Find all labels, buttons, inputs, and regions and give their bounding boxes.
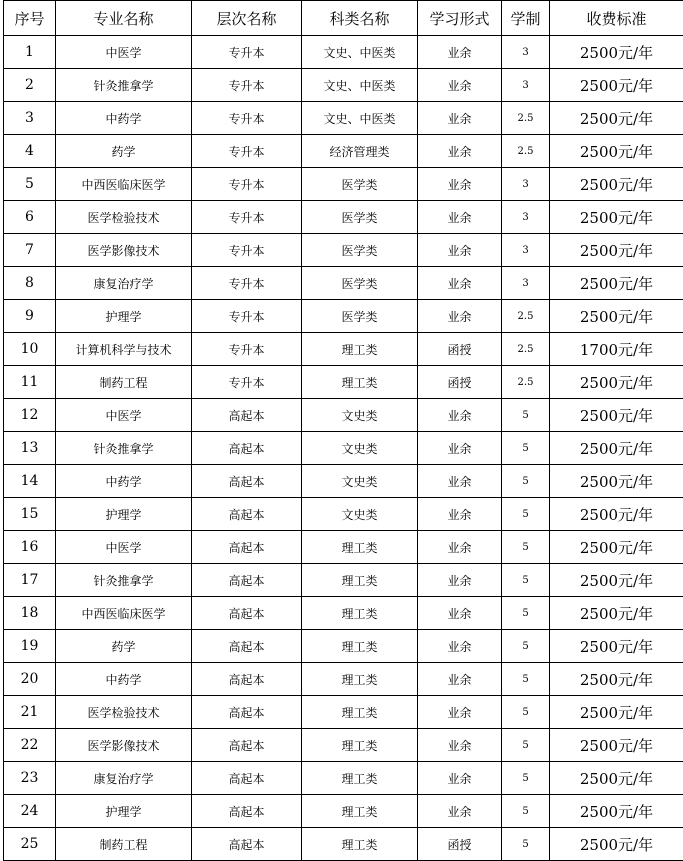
cell-fee: 2500元/年 xyxy=(550,36,683,69)
cell-index: 4 xyxy=(4,135,56,168)
cell-major: 康复治疗学 xyxy=(56,267,192,300)
cell-duration: 2.5 xyxy=(502,102,550,135)
cell-category: 医学类 xyxy=(302,267,418,300)
table-row xyxy=(4,267,683,300)
cell-study-form: 业余 xyxy=(418,795,502,828)
cell-study-form: 业余 xyxy=(418,234,502,267)
cell-major: 护理学 xyxy=(56,498,192,531)
cell-category: 理工类 xyxy=(302,828,418,861)
cell-fee: 2500元/年 xyxy=(550,498,683,531)
cell-study-form: 函授 xyxy=(418,366,502,399)
cell-study-form: 函授 xyxy=(418,333,502,366)
cell-fee: 2500元/年 xyxy=(550,267,683,300)
cell-duration: 5 xyxy=(502,465,550,498)
header-index: 序号 xyxy=(4,1,56,36)
cell-study-form: 业余 xyxy=(418,630,502,663)
cell-duration: 5 xyxy=(502,762,550,795)
table-row xyxy=(4,36,683,69)
cell-category: 文史类 xyxy=(302,465,418,498)
table-row xyxy=(4,399,683,432)
table-row xyxy=(4,630,683,663)
cell-major: 针灸推拿学 xyxy=(56,432,192,465)
cell-duration: 2.5 xyxy=(502,300,550,333)
cell-category: 理工类 xyxy=(302,795,418,828)
table-row xyxy=(4,102,683,135)
cell-fee: 2500元/年 xyxy=(550,531,683,564)
cell-fee: 2500元/年 xyxy=(550,729,683,762)
cell-major: 中西医临床医学 xyxy=(56,168,192,201)
cell-major: 中药学 xyxy=(56,663,192,696)
cell-level: 高起本 xyxy=(192,762,302,795)
cell-major: 中医学 xyxy=(56,399,192,432)
cell-major: 医学检验技术 xyxy=(56,201,192,234)
cell-level: 专升本 xyxy=(192,69,302,102)
cell-study-form: 业余 xyxy=(418,762,502,795)
cell-index: 11 xyxy=(4,366,56,399)
cell-study-form: 业余 xyxy=(418,36,502,69)
header-row xyxy=(4,1,683,36)
cell-study-form: 业余 xyxy=(418,465,502,498)
cell-index: 13 xyxy=(4,432,56,465)
cell-index: 8 xyxy=(4,267,56,300)
cell-fee: 2500元/年 xyxy=(550,795,683,828)
cell-fee: 2500元/年 xyxy=(550,300,683,333)
cell-level: 高起本 xyxy=(192,795,302,828)
table-row xyxy=(4,762,683,795)
cell-level: 高起本 xyxy=(192,498,302,531)
cell-fee: 2500元/年 xyxy=(550,762,683,795)
cell-duration: 5 xyxy=(502,729,550,762)
cell-study-form: 业余 xyxy=(418,69,502,102)
cell-fee: 2500元/年 xyxy=(550,465,683,498)
cell-level: 高起本 xyxy=(192,597,302,630)
cell-category: 理工类 xyxy=(302,762,418,795)
table-row xyxy=(4,300,683,333)
table-row xyxy=(4,729,683,762)
cell-duration: 5 xyxy=(502,630,550,663)
cell-duration: 3 xyxy=(502,69,550,102)
cell-duration: 2.5 xyxy=(502,333,550,366)
cell-index: 3 xyxy=(4,102,56,135)
cell-index: 7 xyxy=(4,234,56,267)
cell-major: 医学检验技术 xyxy=(56,696,192,729)
cell-major: 中药学 xyxy=(56,102,192,135)
cell-duration: 2.5 xyxy=(502,366,550,399)
cell-study-form: 业余 xyxy=(418,102,502,135)
cell-duration: 5 xyxy=(502,795,550,828)
cell-index: 10 xyxy=(4,333,56,366)
cell-major: 制药工程 xyxy=(56,366,192,399)
cell-index: 2 xyxy=(4,69,56,102)
cell-category: 理工类 xyxy=(302,564,418,597)
cell-major: 针灸推拿学 xyxy=(56,69,192,102)
header-study-form: 学习形式 xyxy=(418,1,502,36)
table-row xyxy=(4,135,683,168)
cell-category: 文史、中医类 xyxy=(302,36,418,69)
cell-fee: 2500元/年 xyxy=(550,828,683,861)
table-row xyxy=(4,828,683,861)
cell-index: 6 xyxy=(4,201,56,234)
cell-level: 高起本 xyxy=(192,432,302,465)
cell-level: 高起本 xyxy=(192,828,302,861)
cell-major: 制药工程 xyxy=(56,828,192,861)
cell-fee: 2500元/年 xyxy=(550,597,683,630)
cell-study-form: 业余 xyxy=(418,564,502,597)
cell-category: 理工类 xyxy=(302,630,418,663)
cell-duration: 5 xyxy=(502,399,550,432)
cell-fee: 2500元/年 xyxy=(550,564,683,597)
cell-major: 护理学 xyxy=(56,795,192,828)
cell-index: 23 xyxy=(4,762,56,795)
cell-level: 高起本 xyxy=(192,696,302,729)
cell-category: 理工类 xyxy=(302,366,418,399)
table-row xyxy=(4,564,683,597)
cell-level: 高起本 xyxy=(192,465,302,498)
cell-major: 医学影像技术 xyxy=(56,234,192,267)
cell-duration: 5 xyxy=(502,828,550,861)
cell-major: 康复治疗学 xyxy=(56,762,192,795)
cell-fee: 2500元/年 xyxy=(550,69,683,102)
cell-fee: 2500元/年 xyxy=(550,102,683,135)
cell-duration: 3 xyxy=(502,201,550,234)
cell-major: 中药学 xyxy=(56,465,192,498)
cell-fee: 2500元/年 xyxy=(550,135,683,168)
cell-study-form: 业余 xyxy=(418,531,502,564)
cell-index: 5 xyxy=(4,168,56,201)
cell-level: 专升本 xyxy=(192,234,302,267)
cell-fee: 2500元/年 xyxy=(550,234,683,267)
cell-duration: 3 xyxy=(502,36,550,69)
cell-category: 理工类 xyxy=(302,663,418,696)
cell-category: 文史类 xyxy=(302,432,418,465)
table-body xyxy=(4,36,683,861)
cell-category: 医学类 xyxy=(302,168,418,201)
cell-category: 文史类 xyxy=(302,399,418,432)
cell-index: 14 xyxy=(4,465,56,498)
cell-duration: 5 xyxy=(502,663,550,696)
cell-index: 9 xyxy=(4,300,56,333)
cell-index: 17 xyxy=(4,564,56,597)
cell-duration: 3 xyxy=(502,267,550,300)
cell-level: 专升本 xyxy=(192,201,302,234)
table-row xyxy=(4,498,683,531)
cell-index: 21 xyxy=(4,696,56,729)
cell-index: 24 xyxy=(4,795,56,828)
cell-index: 25 xyxy=(4,828,56,861)
cell-category: 文史、中医类 xyxy=(302,102,418,135)
cell-duration: 5 xyxy=(502,597,550,630)
cell-category: 医学类 xyxy=(302,234,418,267)
cell-category: 文史类 xyxy=(302,498,418,531)
cell-major: 中西医临床医学 xyxy=(56,597,192,630)
cell-major: 药学 xyxy=(56,135,192,168)
cell-level: 专升本 xyxy=(192,366,302,399)
table-row xyxy=(4,663,683,696)
header-duration: 学制 xyxy=(502,1,550,36)
cell-level: 高起本 xyxy=(192,729,302,762)
cell-duration: 5 xyxy=(502,498,550,531)
cell-fee: 1700元/年 xyxy=(550,333,683,366)
cell-level: 高起本 xyxy=(192,630,302,663)
cell-index: 16 xyxy=(4,531,56,564)
cell-study-form: 业余 xyxy=(418,399,502,432)
cell-fee: 2500元/年 xyxy=(550,630,683,663)
cell-major: 中医学 xyxy=(56,36,192,69)
header-category: 科类名称 xyxy=(302,1,418,36)
header-fee: 收费标准 xyxy=(550,1,683,36)
cell-fee: 2500元/年 xyxy=(550,663,683,696)
cell-level: 高起本 xyxy=(192,564,302,597)
cell-study-form: 业余 xyxy=(418,300,502,333)
table-row xyxy=(4,432,683,465)
cell-level: 专升本 xyxy=(192,36,302,69)
cell-duration: 3 xyxy=(502,168,550,201)
cell-major: 医学影像技术 xyxy=(56,729,192,762)
cell-major: 护理学 xyxy=(56,300,192,333)
cell-study-form: 业余 xyxy=(418,696,502,729)
cell-fee: 2500元/年 xyxy=(550,366,683,399)
cell-category: 理工类 xyxy=(302,696,418,729)
cell-level: 高起本 xyxy=(192,531,302,564)
cell-level: 专升本 xyxy=(192,267,302,300)
cell-duration: 5 xyxy=(502,432,550,465)
cell-index: 12 xyxy=(4,399,56,432)
cell-index: 22 xyxy=(4,729,56,762)
cell-category: 医学类 xyxy=(302,201,418,234)
table-row xyxy=(4,168,683,201)
cell-level: 高起本 xyxy=(192,663,302,696)
cell-category: 理工类 xyxy=(302,531,418,564)
cell-study-form: 业余 xyxy=(418,168,502,201)
cell-category: 医学类 xyxy=(302,300,418,333)
cell-duration: 5 xyxy=(502,564,550,597)
cell-category: 理工类 xyxy=(302,597,418,630)
table-row xyxy=(4,795,683,828)
cell-index: 19 xyxy=(4,630,56,663)
cell-fee: 2500元/年 xyxy=(550,201,683,234)
table-row xyxy=(4,333,683,366)
cell-level: 专升本 xyxy=(192,300,302,333)
cell-category: 理工类 xyxy=(302,333,418,366)
cell-duration: 2.5 xyxy=(502,135,550,168)
cell-major: 计算机科学与技术 xyxy=(56,333,192,366)
cell-study-form: 业余 xyxy=(418,597,502,630)
cell-duration: 5 xyxy=(502,696,550,729)
cell-study-form: 函授 xyxy=(418,828,502,861)
cell-index: 18 xyxy=(4,597,56,630)
cell-category: 经济管理类 xyxy=(302,135,418,168)
fee-table xyxy=(3,0,683,861)
table-row xyxy=(4,531,683,564)
cell-level: 专升本 xyxy=(192,102,302,135)
cell-level: 专升本 xyxy=(192,333,302,366)
table-row xyxy=(4,201,683,234)
cell-index: 20 xyxy=(4,663,56,696)
cell-study-form: 业余 xyxy=(418,201,502,234)
cell-duration: 3 xyxy=(502,234,550,267)
cell-category: 理工类 xyxy=(302,729,418,762)
table-row xyxy=(4,597,683,630)
cell-study-form: 业余 xyxy=(418,267,502,300)
cell-fee: 2500元/年 xyxy=(550,399,683,432)
cell-duration: 5 xyxy=(502,531,550,564)
table-row xyxy=(4,69,683,102)
table-row xyxy=(4,696,683,729)
cell-level: 高起本 xyxy=(192,399,302,432)
cell-fee: 2500元/年 xyxy=(550,168,683,201)
cell-major: 药学 xyxy=(56,630,192,663)
cell-level: 专升本 xyxy=(192,135,302,168)
cell-index: 15 xyxy=(4,498,56,531)
cell-study-form: 业余 xyxy=(418,729,502,762)
header-level: 层次名称 xyxy=(192,1,302,36)
cell-major: 中医学 xyxy=(56,531,192,564)
cell-study-form: 业余 xyxy=(418,663,502,696)
cell-study-form: 业余 xyxy=(418,498,502,531)
table-row xyxy=(4,465,683,498)
cell-study-form: 业余 xyxy=(418,135,502,168)
cell-index: 1 xyxy=(4,36,56,69)
cell-study-form: 业余 xyxy=(418,432,502,465)
cell-category: 文史、中医类 xyxy=(302,69,418,102)
cell-fee: 2500元/年 xyxy=(550,696,683,729)
table-row xyxy=(4,366,683,399)
cell-major: 针灸推拿学 xyxy=(56,564,192,597)
cell-level: 专升本 xyxy=(192,168,302,201)
header-major: 专业名称 xyxy=(56,1,192,36)
cell-fee: 2500元/年 xyxy=(550,432,683,465)
table-row xyxy=(4,234,683,267)
